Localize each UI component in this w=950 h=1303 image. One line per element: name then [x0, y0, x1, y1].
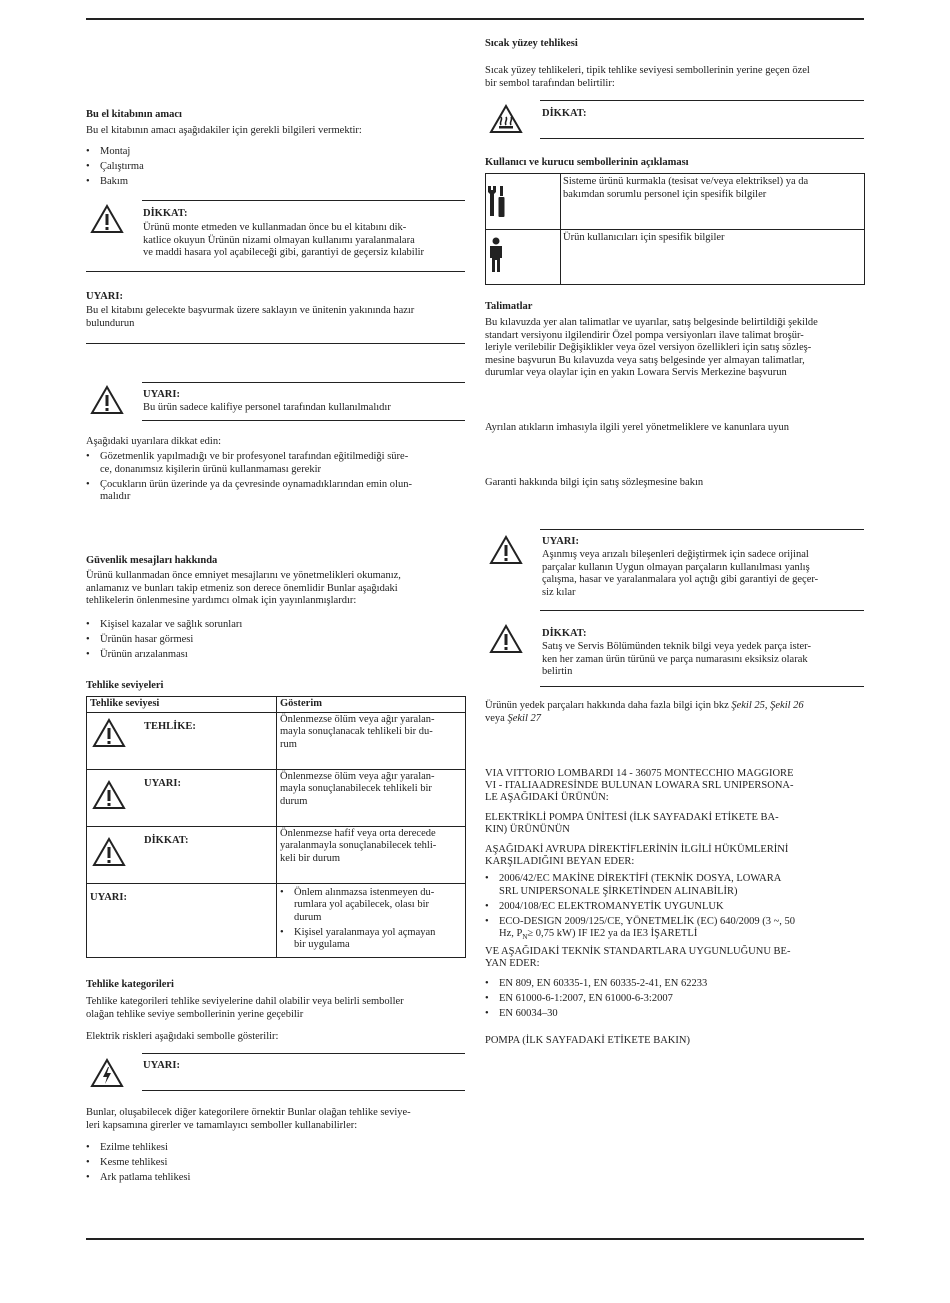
list-item: • Montaj — [86, 146, 144, 159]
list-item: • Çocukların ürün üzerinde ya da çevresinde oynamadıklarından emin olun- malıdır — [86, 479, 471, 504]
installer-text: Sisteme ürünü kurmakla (tesisat ve/veya elektriksel) ya da bakımdan sorumlu personel için spesifik bilgiler — [563, 176, 809, 200]
user-icon — [487, 237, 505, 273]
divider — [540, 100, 864, 101]
text-line: Ürünü monte etmeden ve kullanmadan önce bu el kitabını dik- — [143, 222, 407, 233]
standards-list — [485, 978, 870, 1021]
table-row — [87, 883, 466, 957]
warning-label: UYARI: — [143, 389, 180, 400]
table-header: Tehlike seviyesi — [87, 697, 277, 713]
table-row: UYARI: Önlenmezse ölüm veya ağır yaralan- mayla sonuçlanabilecek tehlikeli bir durum — [87, 769, 466, 826]
notice-label: UYARI: — [86, 291, 123, 302]
level-name: UYARI: — [90, 891, 127, 903]
instructions-text: Bu kılavuzda yer alan talimatlar ve uyarılar, satış belgesinde belirtildiği şekilde standart versiyonu ilgilendirir Özel pompa versiyonları ilave talimat broşür- leriyle verilebilir Değişiklikler veya özel versiyon özellikleri için satış sözleş- mesine başvurun Bu kılavuzda veya satış belgesinde yer almayan talimatlar, durumlar veya olaylar için en yakın Lowara Servis Merkezine başvurun — [485, 317, 818, 378]
warning-triangle-icon — [90, 385, 124, 415]
warning-triangle-icon — [92, 780, 126, 810]
list-item: • Kesme tehlikesi — [86, 1157, 190, 1170]
hot-caution-label: DİKKAT: — [542, 108, 587, 119]
list-item: • 2004/108/EC ELEKTROMANYETİK UYGUNLUK — [485, 901, 870, 914]
bottom-rule — [86, 1238, 864, 1240]
text-line: katlice okuyun Ürünün nizami olmayan kullanımı yaralanmalara — [143, 234, 415, 246]
list-item: • 2006/42/EC MAKİNE DİREKTİFİ (TEKNİK DOSYA, LOWARA SRL UNIPERSONALE ŞİRKETİNDEN ALINABİLİR) — [485, 873, 870, 898]
spare-parts-text: Ürünün yedek parçaları hakkında daha fazla bilgi için bkz Şekil 25, Şekil 26 veya Şekil 27 — [485, 700, 804, 724]
divider — [86, 343, 465, 344]
attention-text: Aşağıdaki uyarılara dikkat edin: — [86, 436, 221, 447]
caution-text — [143, 222, 473, 260]
categories-text: Tehlike kategorileri tehlike seviyelerine dahil olabilir veya belirli semboller olağan tehlike seviye sembollerinin yerine geçebilir — [86, 996, 404, 1020]
level-name: DİKKAT: — [144, 834, 189, 846]
warning-text: Bu ürün sadece kalifiye personel tarafından kullanılmalıdır — [143, 402, 391, 413]
figure-link[interactable]: Şekil 26 — [770, 700, 804, 711]
list-item: • Kişisel yaralanmaya yol açmayan bir uygulama — [280, 927, 462, 952]
list-item: • Ezilme tehlikesi — [86, 1142, 190, 1155]
divider — [540, 138, 864, 139]
categories-heading: Tehlike kategorileri — [86, 979, 174, 990]
warning-triangle-icon — [92, 837, 126, 867]
list-item: • EN 61000-6-1:2007, EN 61000-6-3:2007 — [485, 993, 870, 1006]
warning-triangle-icon — [92, 718, 126, 748]
list-item: • Gözetmenlik yapılmadığı ve bir profesyonel tarafından eğitilmediği süre- ce, donanımsız kişilerin ürünü kullanmaması gerekir — [86, 451, 471, 476]
electric-text: Elektrik riskleri aşağıdaki sembolle gösterilir: — [86, 1031, 279, 1042]
list-item: • EN 809, EN 60335-1, EN 60335-2-41, EN 62233 — [485, 978, 870, 991]
divider — [142, 420, 465, 421]
electric-label: UYARI: — [143, 1060, 180, 1071]
divider — [142, 200, 465, 201]
warranty-text: Garanti hakkında bilgi için satış sözleşmesine bakın — [485, 477, 704, 488]
categories-list — [86, 1142, 190, 1187]
divider — [86, 271, 465, 272]
levels-heading: Tehlike seviyeleri — [86, 680, 164, 691]
caution2-text: Satış ve Servis Bölümünden teknik bilgi veya yedek parça ister- ken her zaman ürün türünü ve parça numarasını eksiksiz olarak belirtin — [542, 641, 811, 677]
list-item: • Bakım — [86, 176, 144, 189]
purpose-heading: Bu el kitabının amacı — [86, 109, 182, 120]
disposal-text: Ayrılan atıkların imhasıyla ilgili yerel yönetmeliklere ve kanunlara uyun — [485, 422, 790, 433]
symbols-heading: Kullanıcı ve kurucu sembollerinin açıklaması — [485, 157, 689, 168]
safety-list — [86, 619, 242, 664]
hot-surface-icon — [489, 104, 523, 134]
divider — [540, 686, 864, 687]
figure-link[interactable]: Şekil 27 — [507, 712, 541, 724]
text-line: Bu el kitabını gelecekte başvurmak üzere saklayın ve ünitenin yakınında hazır — [86, 305, 415, 316]
hazard-levels-table — [86, 696, 466, 958]
table-row: TEHLİKE: Önlenmezse ölüm veya ağır yaralan- mayla sonuçlanacak tehlikeli bir du- rum — [87, 712, 466, 769]
list-item: • ECO-DESIGN 2009/125/CE, YÖNETMELİK (EC) 640/2009 (3 ~, 50 Hz, $P_N\ge 0,75$ kW) IF IE2 ya da IE3 İŞARETLİ — [485, 916, 870, 944]
hot-surface-text: Sıcak yüzey tehlikeleri, tipik tehlike seviyesi sembollerinin yerine geçen özel bir sembol tarafından belirtilir: — [485, 65, 810, 89]
hot-surface-heading: Sıcak yüzey tehlikesi — [485, 38, 578, 49]
declaration: VIA VITTORIO LOMBARDI 14 - 36075 MONTECCHIO MAGGIORE VI - ITALIAADRESİNDE BULUNAN LOWARA SRL UNIPERSONA- LE AŞAĞIDAKİ ÜRÜNÜN: ELEKTRİKLİ POMPA ÜNİTESİ (İLK SAYFADAKİ ETİKETE BA- KIN) ÜRÜNÜNÜN AŞAĞIDAKİ AVRUPA DİREKTİFLERİNİN İLGİLİ HÜKÜMLERİNİ KARŞILADIĞINI BEYAN EDER: • 2006/42/EC MAKİNE DİREKTİFİ (TEKNİK DOSYA, LOWARA SRL UNIPERSONALE ŞİRKETİNDEN ALINABİLİR) • 2004/108/EC ELEKTROMANYETİK UYGUNLUK • ECO-DESIGN 2009/125/CE, YÖNETMELİK (EC) 640/2009 (3 ~, 50 Hz, $P_N\ge 0,75$ kW) IF IE2 ya da IE3 İŞARETLİ VE AŞAĞIDAKİ TEKNİK STANDARTLARA UYGUNLUĞUNU BE- YAN EDER: • EN 809, EN 60335-1, EN 60335-2-41, EN 62233 • EN 61000-6-1:2007, EN 61000-6-3:2007 • EN 60034–30 POMPA (İLK SAYFADAKİ ETİKETE BAKIN) — [485, 768, 870, 1047]
other-categories-text: Bunlar, oluşabilecek diğer kategorilere örnektir Bunlar olağan tehlike seviye- leri kapsamına girerler ve tamamlayıcı semboller kullanabilirler: — [86, 1107, 411, 1131]
table-header: Gösterim — [277, 697, 466, 713]
table-row: DİKKAT: Önlenmezse hafif veya orta derecede yaralanmayla sonuçlanabilecek tehli- keli bir durum — [87, 826, 466, 883]
warning2-text: Aşınmış veya arızalı bileşenleri değiştirmek için sadece orijinal parçalar kullanın Uygun olmayan parçaların kullanılması yanlış çalışma, hasar ve yaralanmalara yol açtığı gibi garantiyi de geçer- siz kılar — [542, 549, 819, 598]
warning2-label: UYARI: — [542, 536, 579, 547]
list-item: • Çalıştırma — [86, 161, 144, 174]
list-item: • Kişisel kazalar ve sağlık sorunları — [86, 619, 242, 632]
list-item: • Ürünün arızalanması — [86, 649, 242, 662]
divider — [540, 529, 864, 530]
caution-label: DİKKAT: — [143, 208, 188, 219]
list-item: • EN 60034–30 — [485, 1008, 870, 1021]
level-name: UYARI: — [144, 777, 181, 789]
warning-triangle-icon — [489, 624, 523, 654]
instructions-heading: Talimatlar — [485, 301, 533, 312]
divider — [142, 1053, 465, 1054]
divider — [142, 382, 465, 383]
divider — [142, 1090, 465, 1091]
electric-hazard-icon — [90, 1058, 124, 1088]
divider — [540, 610, 864, 611]
attention-list — [86, 451, 471, 506]
text-line: ve maddi hasara yol açabileceği gibi, garantiyi de geçersiz kılabilir — [143, 247, 425, 258]
text-line: bulundurun — [86, 317, 135, 329]
caution2-label: DİKKAT: — [542, 628, 587, 639]
list-item: • Ürünün hasar görmesi — [86, 634, 242, 647]
list-item: • Önlem alınmazsa istenmeyen du- rumlara yol açabilecek, olası bir durum — [280, 887, 462, 925]
user-text: Ürün kullanıcıları için spesifik bilgiler — [563, 232, 725, 243]
purpose-text: Bu el kitabının amacı aşağıdakiler için gerekli bilgileri vermektir: — [86, 125, 362, 136]
symbols-table — [485, 173, 865, 285]
list-item: • Ark patlama tehlikesi — [86, 1172, 190, 1185]
warning-triangle-icon — [489, 535, 523, 565]
safety-heading: Güvenlik mesajları hakkında — [86, 555, 218, 566]
notice-text — [86, 305, 471, 330]
tools-icon — [486, 182, 508, 222]
level-name: TEHLİKE: — [144, 720, 196, 732]
top-rule — [86, 18, 864, 20]
safety-text: Ürünü kullanmadan önce emniyet mesajlarını ve yönetmelikleri okumanız, anlamanız ve bunları takip etmeniz son derece önemlidir Bunlar aşağıdaki tehlikelerin önlenmesine yardımcı olmak için yayınlanmışlardır: — [86, 570, 401, 606]
figure-link[interactable]: Şekil 25 — [731, 700, 765, 711]
warning-triangle-icon — [90, 204, 124, 234]
directives-list — [485, 873, 870, 944]
purpose-list — [86, 146, 144, 191]
